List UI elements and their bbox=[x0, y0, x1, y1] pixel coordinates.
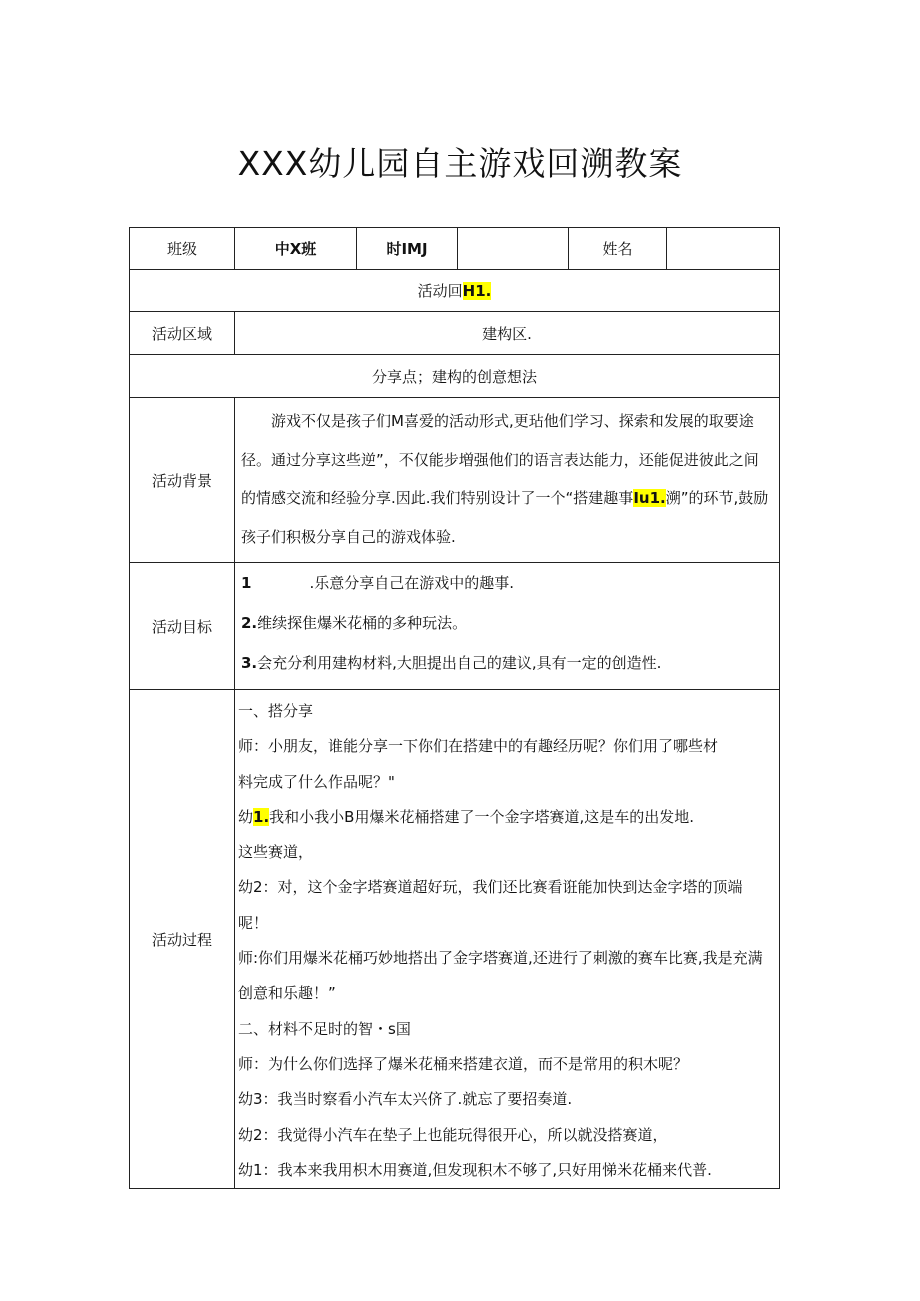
name-value bbox=[667, 228, 780, 270]
background-text-part2: 溯”的环节,鼓励孩子们积极分享自己的游戏体验. bbox=[241, 489, 769, 546]
process-line: 二、材料不足时的智・s国 bbox=[238, 1019, 411, 1038]
process-line: 幼1：我本来我用枳木用赛道,但发现积木不够了,只好用悌米花桶来代普. bbox=[238, 1160, 712, 1179]
process-line: 幼2：对，这个金字塔赛道超好玩，我们还比赛看诳能加快到达金字塔的顶端 bbox=[238, 878, 743, 897]
page-title: XXX幼儿园自主游戏回溯教案 bbox=[237, 144, 683, 183]
goal-number: 1 bbox=[241, 574, 252, 592]
background-text-part1: 游戏不仅是孩子们M喜爱的活动形式,更玷他们学习、探索和发展的取要途径。通过分享这些逆”，不仅能步増强他们的语言表达能力，还能促进彼此之间的情感交流和经验分享.因此.我们特别设计了一个“搭建趣事 bbox=[241, 412, 759, 507]
goal-text: 维续探隹爆米花桶的多种玩法。 bbox=[257, 614, 468, 632]
class-label: 班级 bbox=[130, 228, 235, 270]
goal-number: 3. bbox=[241, 654, 258, 672]
process-highlight: 1. bbox=[253, 807, 270, 826]
process-line: 师:你们用爆米花桶巧妙地搭出了金字塔赛道,还进行了刺激的赛车比赛,我是充满 bbox=[238, 949, 763, 968]
goals-cell bbox=[235, 563, 780, 690]
process-line: 料完成了什么作品呢？" bbox=[238, 772, 395, 791]
process-cell bbox=[235, 690, 780, 1189]
process-line: 一、搭分享 bbox=[238, 702, 314, 720]
activity-review-text: 活动回 bbox=[417, 282, 463, 300]
name-label: 姓名 bbox=[569, 228, 667, 270]
time-label: 时IMJ bbox=[357, 228, 458, 270]
area-label: 活动区域 bbox=[130, 312, 235, 355]
goals-label: 活动目标 bbox=[130, 563, 235, 690]
background-text bbox=[241, 402, 773, 556]
header-row bbox=[130, 228, 780, 270]
process-row bbox=[130, 690, 780, 1189]
goal-number: 2. bbox=[241, 614, 258, 632]
goals-row bbox=[130, 563, 780, 690]
area-row bbox=[130, 312, 780, 355]
goal-text: .乐意分享自己在游戏中的趣事. bbox=[309, 574, 514, 592]
background-label: 活动背景 bbox=[130, 398, 235, 563]
background-row bbox=[130, 398, 780, 563]
background-cell bbox=[235, 398, 780, 563]
process-line: 这些赛道， bbox=[238, 843, 314, 862]
time-value bbox=[458, 228, 569, 270]
share-point: 分享点；建构的创意想法 bbox=[130, 355, 780, 398]
process-line: 师：为什么你们选择了爆米花桶来搭建衣道，而不是常用的积木呢？ bbox=[238, 1054, 689, 1073]
background-highlight: Iu1. bbox=[633, 489, 666, 507]
goal-item bbox=[241, 643, 773, 683]
process-line: 师：小朋友，谁能分享一下你们在搭建中的有趣经历呢？你们用了哪些材 bbox=[238, 737, 719, 756]
goal-item bbox=[241, 563, 773, 603]
goal-item bbox=[241, 603, 773, 643]
activity-review-title bbox=[130, 270, 780, 312]
share-point-row bbox=[130, 355, 780, 398]
lesson-plan-table bbox=[129, 227, 780, 1189]
activity-review-highlight: H1. bbox=[462, 282, 492, 300]
process-line: 幼1.我和小我小B用爆米花桶搭建了一个金字塔赛道,这是车的出发地. bbox=[238, 807, 694, 826]
process-line: 呢！ bbox=[238, 913, 269, 932]
process-line: 幼3：我当时察看小汽车太兴侪了.就忘了要招奏道. bbox=[238, 1090, 573, 1109]
process-line: 幼2：我觉得小汽车在垫子上也能玩得很开心，所以就没搭赛道， bbox=[238, 1125, 668, 1144]
process-label: 活动过程 bbox=[130, 690, 235, 1189]
area-value: 建构区. bbox=[235, 312, 780, 355]
activity-review-row bbox=[130, 270, 780, 312]
process-line: 创意和乐趣！” bbox=[238, 984, 336, 1003]
goal-text: 会充分利用建构材料,大胆提出自己的建议,具有一定的创造性. bbox=[257, 654, 662, 672]
class-value: 中X班 bbox=[235, 228, 357, 270]
